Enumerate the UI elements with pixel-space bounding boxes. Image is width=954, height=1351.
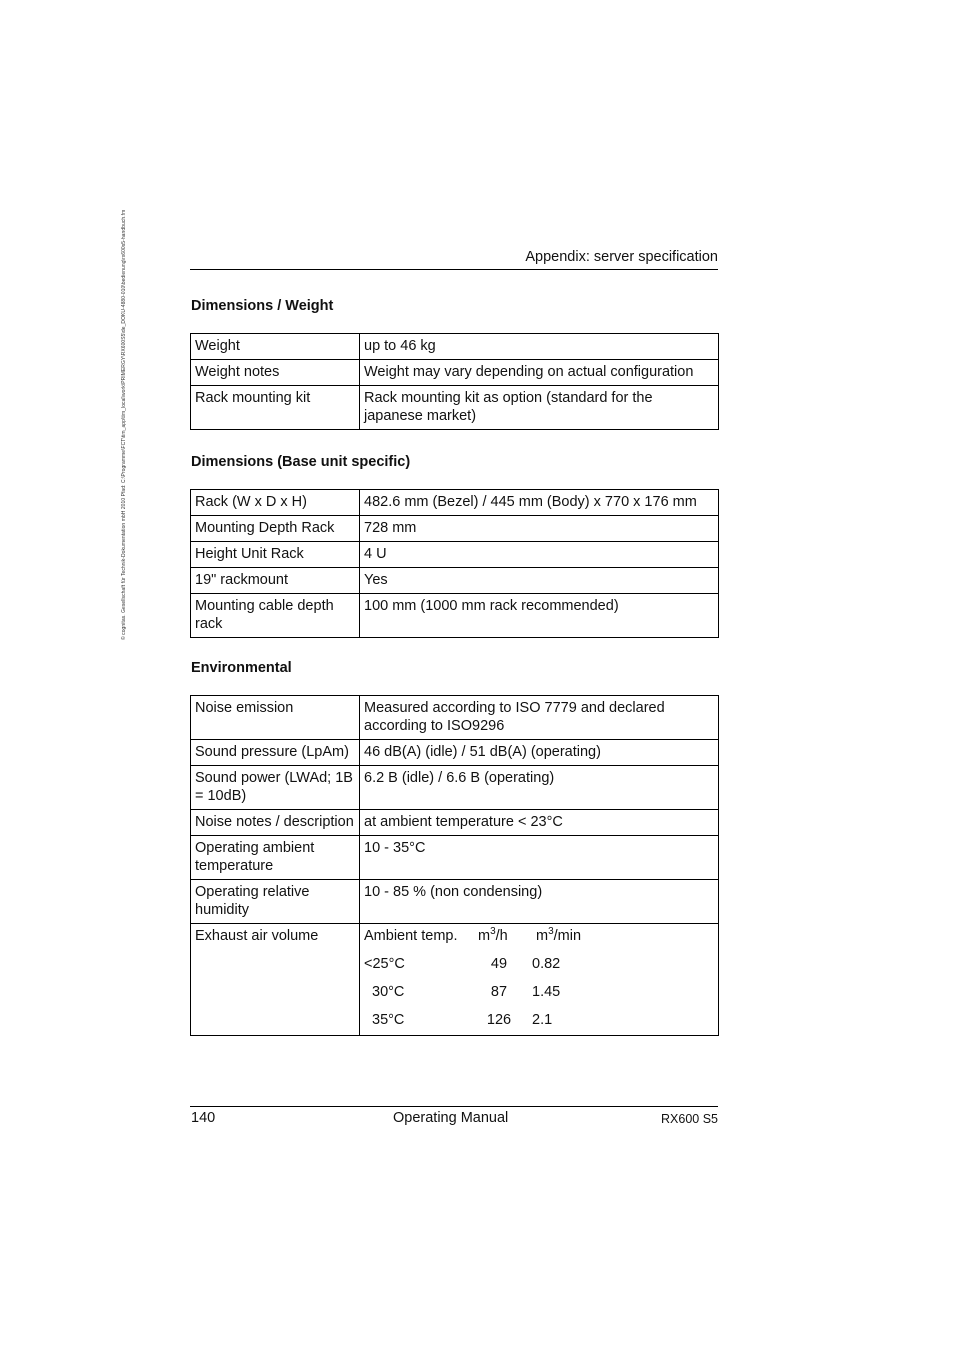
table-row [191,810,719,836]
page-header-title: Appendix: server specification [525,249,718,265]
m3min-value: 0.82 [532,956,561,972]
row-label: Rack mounting kit [191,386,360,430]
row-label: 19" rackmount [191,568,360,594]
row-value: Rack mounting kit as option (standard for the japanese market) [360,386,719,430]
ambient-temp-value: 30°C [372,984,405,1000]
section-title-base-unit: Dimensions (Base unit specific) [191,454,411,470]
row-label: Rack (W x D x H) [191,490,360,516]
m3min-value: 1.45 [532,984,561,1000]
table-row [191,490,719,516]
row-value: 100 mm (1000 mm rack recommended) [360,594,719,638]
ambient-temp-value: <25°C [364,956,405,972]
col-m3-per-min: $m^3/\min$ [536,926,582,944]
row-label: Exhaust air volume [191,924,360,1036]
row-label: Height Unit Rack [191,542,360,568]
row-value: up to 46 kg [360,334,719,360]
footer-rule [190,1106,718,1107]
row-label: Mounting Depth Rack [191,516,360,542]
row-value: 4 U [360,542,719,568]
table-row [191,696,719,740]
row-value: Measured according to ISO 7779 and declared according to ISO9296 [360,696,719,740]
table-row [191,836,719,880]
exhaust-air-subtable [360,924,719,1036]
row-label: Sound power (LWAd; 1B = 10dB) [191,766,360,810]
section-title-environmental: Environmental [191,660,292,676]
row-value: at ambient temperature < 23°C [360,810,719,836]
row-value: 10 - 35°C [360,836,719,880]
row-value: 10 - 85 % (non condensing) [360,880,719,924]
col-m3-per-hour: $m^3/h$ [478,926,508,944]
table-row [191,516,719,542]
table-row [191,766,719,810]
exhaust-data-row [364,955,714,983]
table-row [191,360,719,386]
col-ambient-temp: Ambient temp. [364,928,458,944]
m3h-value: 87 [490,984,508,1000]
row-label: Operating ambient temperature [191,836,360,880]
base-unit-table [190,489,719,638]
row-value: Yes [360,568,719,594]
table-row [191,740,719,766]
row-value: 728 mm [360,516,719,542]
row-label: Sound pressure (LpAm) [191,740,360,766]
row-value: 482.6 mm (Bezel) / 445 mm (Body) x 770 x 176 mm [360,490,719,516]
row-label: Noise emission [191,696,360,740]
table-row [191,334,719,360]
m3h-value: 126 [486,1012,512,1028]
row-value: 6.2 B (idle) / 6.6 B (operating) [360,766,719,810]
table-row [191,386,719,430]
footer-manual-title: Operating Manual [393,1110,509,1126]
section-title-dimensions-weight: Dimensions / Weight [191,298,334,314]
row-label: Mounting cable depth rack [191,594,360,638]
exhaust-header-row [364,927,714,955]
environmental-table [190,695,719,1036]
row-label: Weight [191,334,360,360]
m3min-value: 2.1 [532,1012,553,1028]
footer-model: RX600 S5 [661,1112,718,1126]
exhaust-data-row [364,983,714,1011]
ambient-temp-value: 35°C [372,1012,405,1028]
row-label: Noise notes / description [191,810,360,836]
row-value: Weight may vary depending on actual configuration [360,360,719,386]
page-number: 140 [191,1110,216,1126]
row-label: Operating relative humidity [191,880,360,924]
table-row [191,880,719,924]
row-label: Weight notes [191,360,360,386]
dimensions-weight-table [190,333,719,430]
table-row [191,568,719,594]
row-value: 46 dB(A) (idle) / 51 dB(A) (operating) [360,740,719,766]
exhaust-data-row [364,1011,714,1035]
table-row [191,542,719,568]
side-margin-note: © cognitas. Gesellschaft für Technik-Dokumentation mbH 2010 Pfad: C:\Programme\FCT\tim_app\tim_local\work\PRIMERGY\RX600S5\de_DOKU-4880-010\bedienung\rx600s5-handbuch.fm [121,209,127,640]
table-row-exhaust-air [191,924,719,1036]
header-rule [190,269,718,270]
table-row [191,594,719,638]
m3h-value: 49 [490,956,508,972]
